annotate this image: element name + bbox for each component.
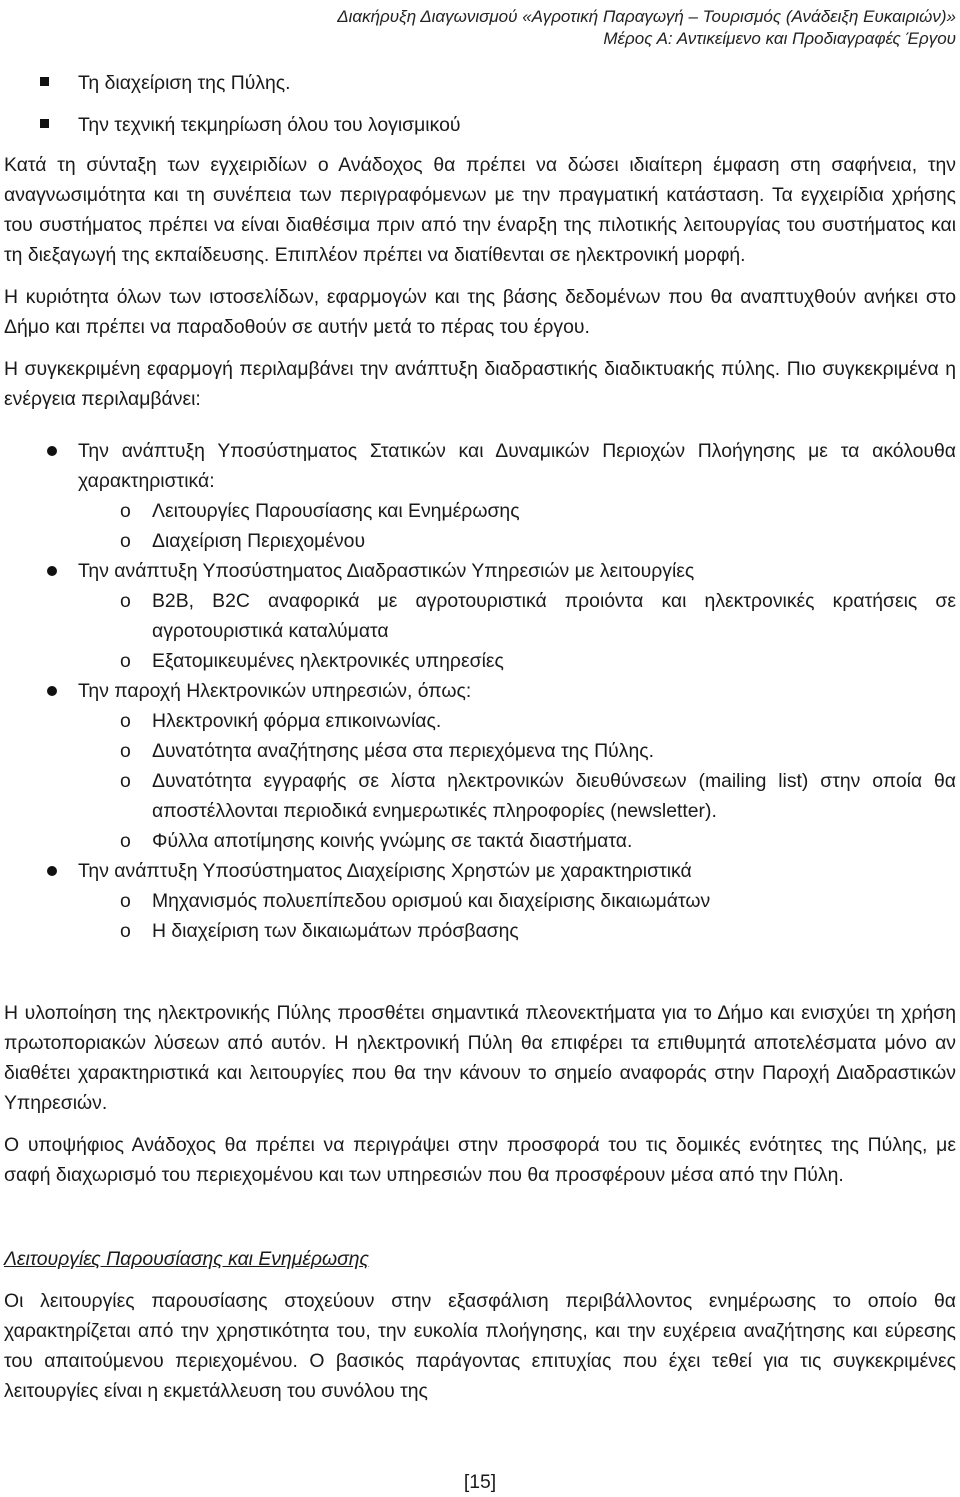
sub-list-item: o Η διαχείριση των δικαιωμάτων πρόσβασης (120, 920, 519, 942)
square-bullet-icon (40, 119, 49, 128)
page-content (4, 68, 956, 1406)
top-bullet-list (4, 68, 956, 140)
paragraph: Η κυριότητα όλων των ιστοσελίδων, εφαρμογών και της βάσης δεδομένων που θα αναπτυχθούν ανήκει στο Δήμο και πρέπει να παραδοθούν σε αυτήν μετά το πέρας του έργου. (4, 286, 956, 338)
round-bullet-icon (47, 446, 57, 456)
list-item: Την ανάπτυξη Υποσύστηματος Διαχείρισης Χρηστών με χαρακτηριστικά o Μηχανισμός πολυεπίπεδου ορισμού και διαχείρισης δικαιωμάτων o Η διαχείριση των δικαιωμάτων πρόσβασης (4, 856, 956, 946)
list-item: Τη διαχείριση της Πύλης. (4, 68, 956, 98)
paragraph: Ο υποψήφιος Ανάδοχος θα πρέπει να περιγράψει στην προσφορά του τις δομικές ενότητες της Πύλης, με σαφή διαχωρισμό του περιεχομένου και των υπηρεσιών που θα προσφέρουν μέσα από την Πύλη. (4, 1134, 956, 1186)
sub-list-item: o Δυνατότητα αναζήτησης μέσα στα περιεχόμενα της Πύλης. (120, 740, 654, 762)
list-item: Την παροχή Ηλεκτρονικών υπηρεσιών, όπως: o Ηλεκτρονική φόρμα επικοινωνίας. o Δυνατότητα αναζήτησης μέσα στα περιεχόμενα της Πύλης. o Δυνατότητα εγγραφής σε λίστα ηλεκτρονικών διευθύνσεων (mailing list) στην οποία θα αποστέλλονται περιοδικά ενημερωτικές πληροφορίες (newsletter). o Φύλλα αποτίμησης κοινής γνώμης σε τακτά διαστήματα. (4, 676, 956, 856)
paragraph: Κατά τη σύνταξη των εγχειριδίων ο Ανάδοχος θα πρέπει να δώσει ιδιαίτερη έμφαση στη σαφήνεια, την αναγνωσιμότητα και τη συνέπεια των περιγραφόμενων με την πραγματική κατάσταση. Τα εγχειρίδια χρήσης του συστήματος πρέπει να είναι διαθέσιμα πριν από την έναρξη της πιλοτικής λειτουργίας του συστήματος και τη διεξαγωγή της εκπαίδευσης. Επιπλέον πρέπει να διατίθενται σε ηλεκτρονική μορφή. (4, 154, 956, 266)
sub-list-item: o B2B, B2C αναφορικά με αγροτουριστικά προιόντα και ηλεκτρονικές κρατήσεις σε αγροτουριστικά καταλύματα (120, 590, 956, 642)
paragraph: Η συγκεκριμένη εφαρμογή περιλαμβάνει την ανάπτυξη διαδραστικής διαδικτυακής πύλης. Πιο συγκεκριμένα η ενέργεια περιλαμβάνει: (4, 358, 956, 410)
list-item: Την ανάπτυξη Υποσύστηματος Στατικών και Δυναμικών Περιοχών Πλοήγησης με τα ακόλουθα χαρακτηριστικά: o Λειτουργίες Παρουσίασης και Ενημέρωσης o Διαχείριση Περιεχομένου (4, 436, 956, 556)
sub-list-item: o Διαχείριση Περιεχομένου (120, 530, 366, 552)
sub-list-item: o Δυνατότητα εγγραφής σε λίστα ηλεκτρονικών διευθύνσεων (mailing list) στην οποία θα αποστέλλονται περιοδικά ενημερωτικές πληροφορίες (newsletter). (120, 770, 956, 822)
sub-list-item: o Λειτουργίες Παρουσίασης και Ενημέρωσης (120, 500, 520, 522)
sub-list-item: o Φύλλα αποτίμησης κοινής γνώμης σε τακτά διαστήματα. (120, 830, 633, 852)
square-bullet-icon (40, 77, 49, 86)
sub-list-item: o Μηχανισμός πολυεπίπεδου ορισμού και διαχείρισης δικαιωμάτων (120, 890, 711, 912)
sub-list-item: o Ηλεκτρονική φόρμα επικοινωνίας. (120, 710, 442, 732)
section-heading: Λειτουργίες Παρουσίασης και Ενημέρωσης (4, 1248, 369, 1270)
page-number: [15] (463, 1471, 497, 1493)
sub-list-item: o Εξατομικευμένες ηλεκτρονικές υπηρεσίες (120, 650, 504, 672)
feature-list (4, 436, 956, 946)
page-header (337, 6, 956, 50)
paragraph: Οι λειτουργίες παρουσίασης στοχεύουν στην εξασφάλιση περιβάλλοντος ενημέρωσης το οποίο θα χαρακτηρίζεται από την χρηστικότητα του, την ευκολία πλοήγησης, και την ευχέρεια αναζήτησης και εύρεσης του απαιτούμενου περιεχομένου. Ο βασικός παράγοντας επιτυχίας που έχει τεθεί για τις συγκεκριμένες λειτουργίες είναι η εκμετάλλευση του συνόλου της (4, 1290, 956, 1402)
header-title: Διακήρυξη Διαγωνισμού «Αγροτική Παραγωγή – Τουρισμός (Ανάδειξη Ευκαιριών)» (337, 7, 956, 26)
round-bullet-icon (47, 686, 57, 696)
header-subtitle: Μέρος Α: Αντικείμενο και Προδιαγραφές Έργου (603, 29, 956, 48)
round-bullet-icon (47, 866, 57, 876)
round-bullet-icon (47, 566, 57, 576)
paragraph: Η υλοποίηση της ηλεκτρονικής Πύλης προσθέτει σημαντικά πλεονεκτήματα για το Δήμο και ενισχύει τη χρήση πρωτοποριακών λύσεων από αυτόν. Η ηλεκτρονική Πύλη θα επιφέρει τα επιθυμητά αποτελέσματα μόνο αν διαθέτει χαρακτηριστικά και λειτουργίες που θα την κάνουν το σημείο αναφοράς στην Παροχή Διαδραστικών Υπηρεσιών. (4, 1002, 956, 1114)
list-item: Την τεχνική τεκμηρίωση όλου του λογισμικού (4, 110, 956, 140)
list-item: Την ανάπτυξη Υποσύστηματος Διαδραστικών Υπηρεσιών με λειτουργίες o B2B, B2C αναφορικά με αγροτουριστικά προιόντα και ηλεκτρονικές κρατήσεις σε αγροτουριστικά καταλύματα o Εξατομικευμένες ηλεκτρονικές υπηρεσίες (4, 556, 956, 676)
